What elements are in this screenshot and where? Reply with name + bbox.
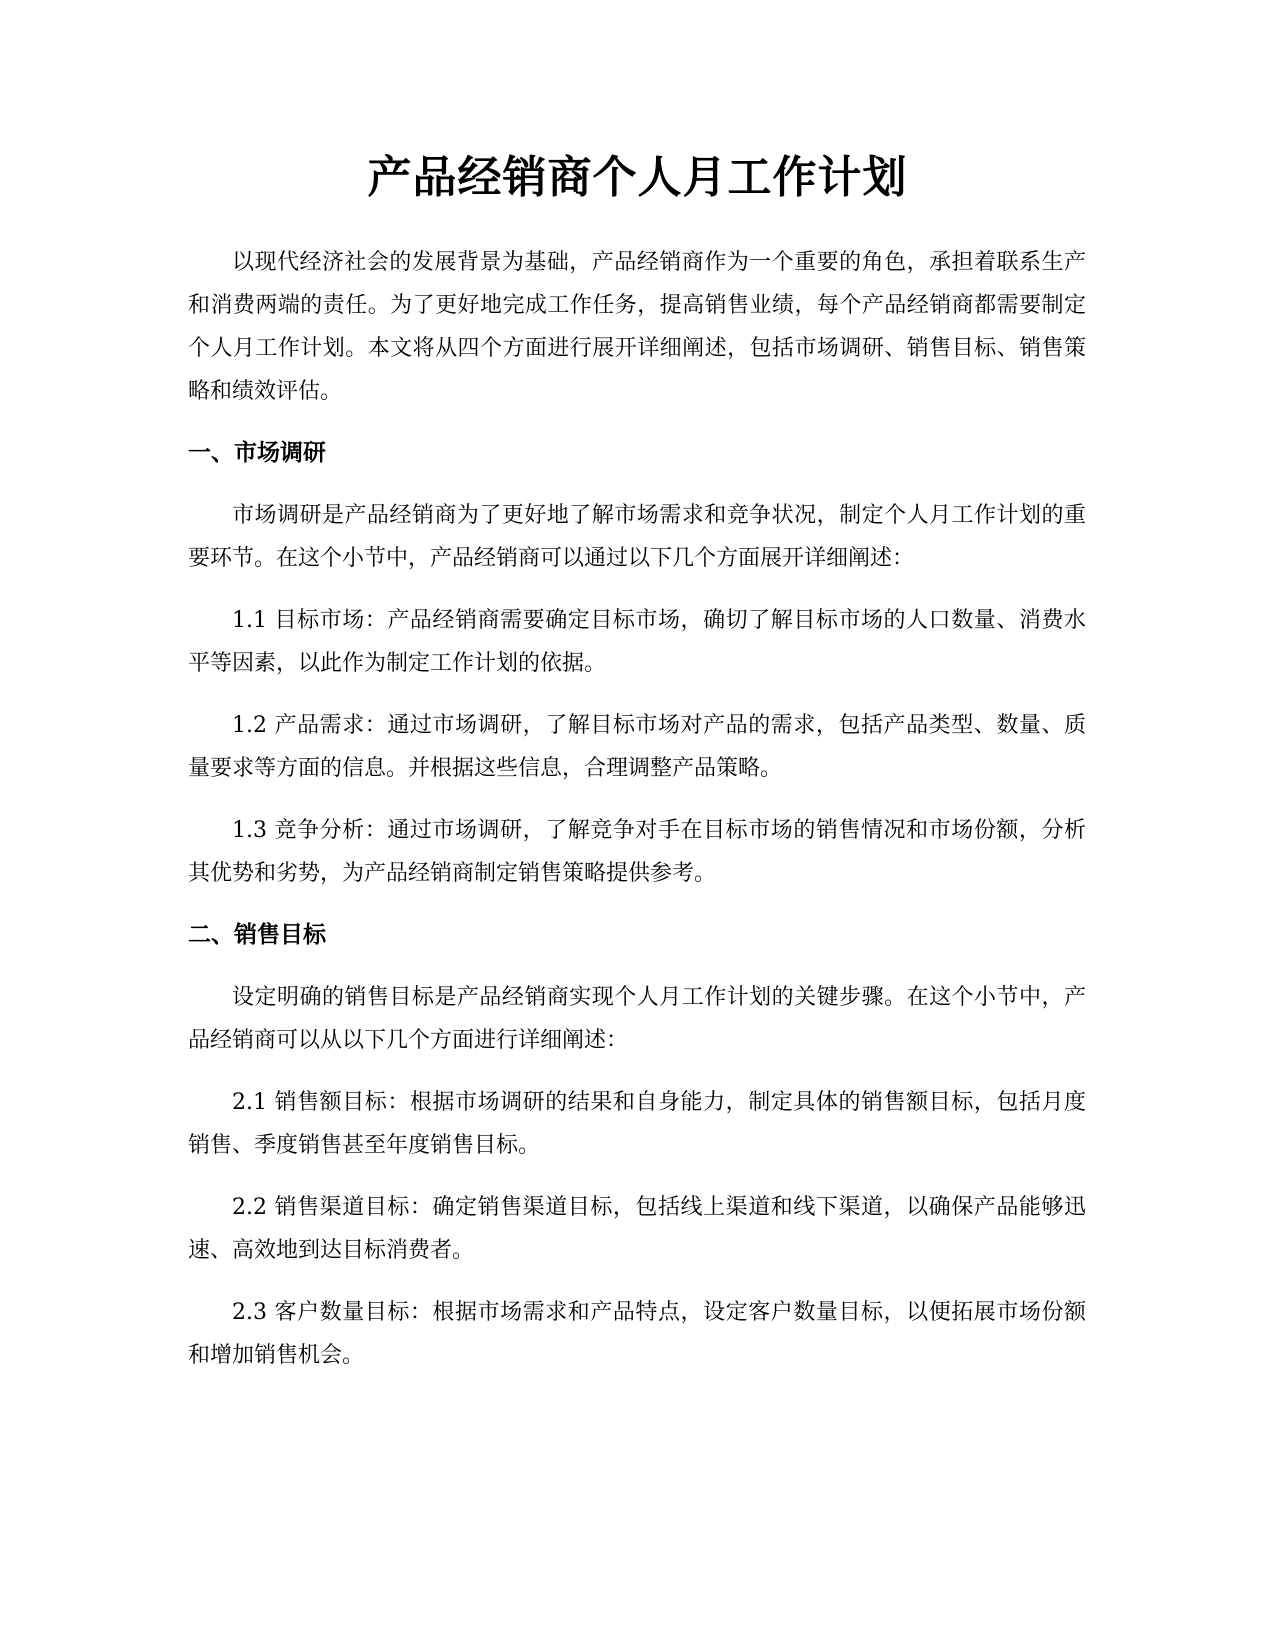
list-item: 2.2 销售渠道目标：确定销售渠道目标，包括线上渠道和线下渠道，以确保产品能够迅速、高效地到达目标消费者。 [188, 1195, 1086, 1263]
section-intro-paragraph: 设定明确的销售目标是产品经销商实现个人月工作计划的关键步骤。在这个小节中，产品经销商可以从以下几个方面进行详细阐述： [188, 985, 1086, 1053]
section-heading-market-research: 一、市场调研 [188, 440, 326, 466]
list-item: 1.3 竞争分析：通过市场调研，了解竞争对手在目标市场的销售情况和市场份额，分析其优势和劣势，为产品经销商制定销售策略提供参考。 [188, 818, 1086, 886]
section-intro-paragraph: 市场调研是产品经销商为了更好地了解市场需求和竞争状况，制定个人月工作计划的重要环节。在这个小节中，产品经销商可以通过以下几个方面展开详细阐述： [188, 503, 1086, 571]
page-title: 产品经销商个人月工作计划 [367, 152, 908, 203]
document-body [188, 241, 1086, 1396]
section-heading-sales-targets: 二、销售目标 [188, 922, 326, 948]
intro-paragraph: 以现代经济社会的发展背景为基础，产品经销商作为一个重要的角色，承担着联系生产和消费两端的责任。为了更好地完成工作任务，提高销售业绩，每个产品经销商都需要制定个人月工作计划。本文将从四个方面进行展开详细阐述，包括市场调研、销售目标、销售策略和绩效评估。 [188, 250, 1086, 404]
list-item: 2.1 销售额目标：根据市场调研的结果和自身能力，制定具体的销售额目标，包括月度销售、季度销售甚至年度销售目标。 [188, 1090, 1086, 1158]
list-item: 2.3 客户数量目标：根据市场需求和产品特点，设定客户数量目标，以便拓展市场份额和增加销售机会。 [188, 1300, 1086, 1368]
list-item: 1.2 产品需求：通过市场调研，了解目标市场对产品的需求，包括产品类型、数量、质量要求等方面的信息。并根据这些信息，合理调整产品策略。 [188, 713, 1086, 781]
list-item: 1.1 目标市场：产品经销商需要确定目标市场，确切了解目标市场的人口数量、消费水平等因素，以此作为制定工作计划的依据。 [188, 608, 1086, 676]
